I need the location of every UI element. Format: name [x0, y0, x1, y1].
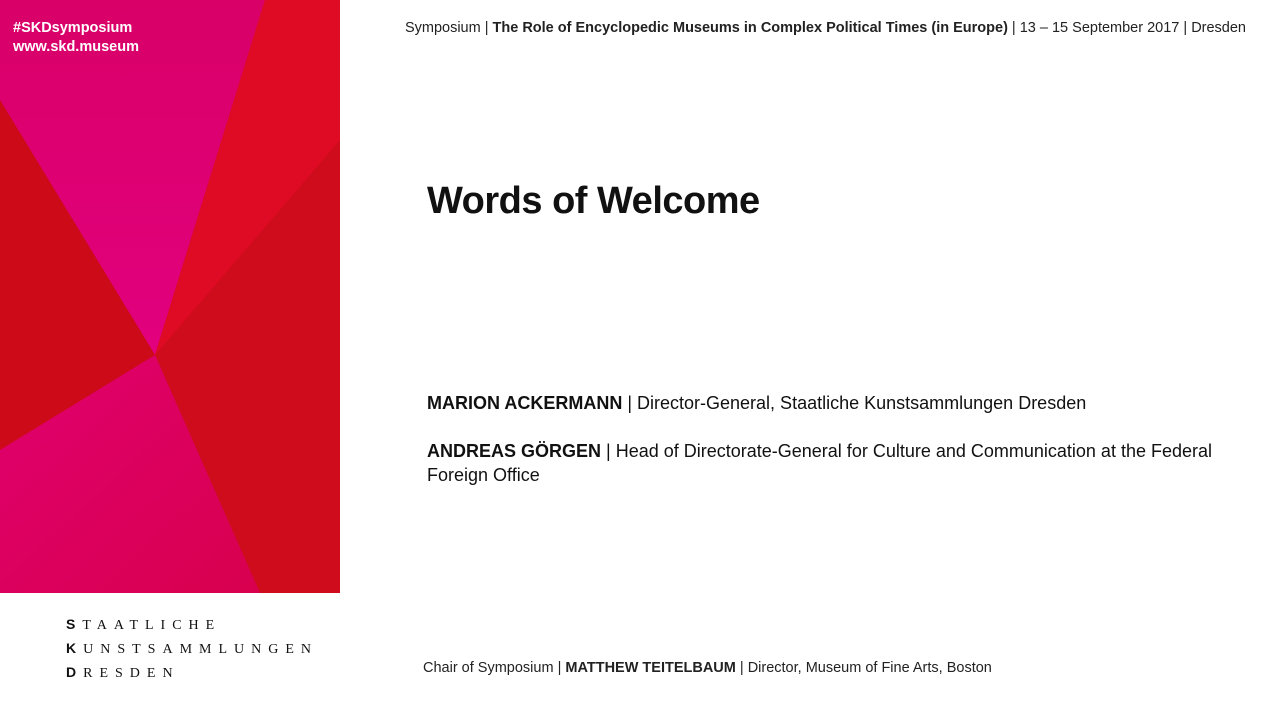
logo-line	[66, 616, 221, 634]
city: Dresden	[1191, 20, 1246, 36]
logo-text: UNSTSAMMLUNGEN	[83, 642, 319, 657]
header	[405, 20, 1246, 36]
hashtag: #SKDsymposium	[13, 20, 133, 36]
separator: |	[735, 660, 748, 676]
logo-text: TAATLICHE	[82, 618, 222, 633]
logo-line	[66, 640, 318, 658]
header-prefix: Symposium	[404, 20, 481, 36]
separator: |	[1179, 20, 1192, 36]
logo-line	[66, 664, 180, 682]
slide-title: Words of Welcome	[427, 180, 760, 222]
speaker-name: ANDREAS GÖRGEN	[427, 441, 602, 461]
logo-text: RESDEN	[83, 666, 180, 681]
footer-label: Chair of Symposium	[423, 660, 554, 676]
website-link[interactable]: www.skd.museum	[13, 39, 139, 55]
symposium-title: The Role of Encyclopedic Museums in Complex Political Times (in Europe)	[492, 20, 1008, 36]
speaker-name: MARION ACKERMANN	[427, 393, 623, 413]
dates: 13 – 15 September 2017	[1019, 20, 1180, 36]
chair-role: Director, Museum of Fine Arts, Boston	[747, 660, 992, 676]
chair-name: MATTHEW TEITELBAUM	[565, 660, 736, 676]
speaker	[427, 391, 1217, 415]
logo-initial: S	[66, 616, 83, 632]
logo-initial: D	[66, 664, 84, 680]
separator: |	[601, 441, 616, 461]
separator: |	[480, 20, 493, 36]
speaker-role: Head of Directorate-General for Culture and Communication at the Federal Foreign Office	[427, 441, 1212, 485]
logo-initial: K	[66, 640, 84, 656]
speaker-role: Director-General, Staatliche Kunstsammlungen Dresden	[637, 393, 1087, 413]
decorative-artwork	[0, 0, 340, 593]
separator: |	[553, 660, 566, 676]
separator: |	[1007, 20, 1020, 36]
footer	[423, 660, 992, 676]
separator: |	[622, 393, 638, 413]
speaker	[427, 439, 1217, 487]
